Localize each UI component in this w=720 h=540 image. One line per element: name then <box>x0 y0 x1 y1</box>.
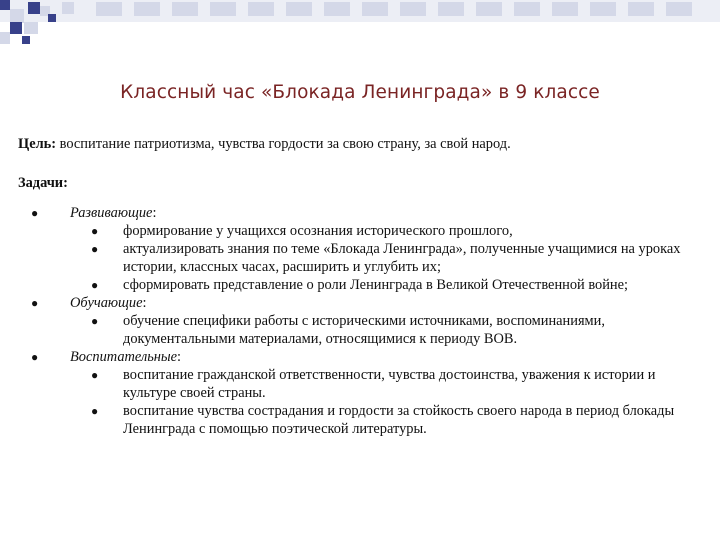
task-item <box>70 402 708 438</box>
task-group-teaching <box>18 294 708 348</box>
task-item-text: обучение специфики работы с историческими источниками, воспоминаниями, документальными материалами, относящимися к периоду ВОВ. <box>123 313 605 347</box>
task-group-educational <box>18 348 708 438</box>
task-items <box>70 312 708 348</box>
task-item <box>70 240 708 276</box>
task-items <box>70 366 708 438</box>
bullet-icon: ● <box>91 404 99 418</box>
task-group-colon: : <box>177 349 182 365</box>
task-item <box>70 312 708 348</box>
slide-title: Классный час «Блокада Ленинграда» в 9 классе <box>120 82 600 103</box>
task-group-name: Обучающие <box>70 295 143 311</box>
task-group-colon: : <box>152 205 157 221</box>
bullet-icon: ● <box>31 206 39 220</box>
slide-body <box>18 135 708 438</box>
tasks-heading: Задачи: <box>18 175 68 191</box>
task-item <box>70 276 708 294</box>
bullet-icon: ● <box>91 242 99 256</box>
task-item <box>70 222 708 240</box>
task-group-name: Развивающие <box>70 205 153 221</box>
task-item-text: актуализировать знания по теме «Блокада Ленинграда», полученные учащимися на уроках истории, классных часах, расширить и углубить их; <box>123 241 681 275</box>
bullet-icon: ● <box>31 296 39 310</box>
task-item-text: сформировать представление о роли Ленинграда в Великой Отечественной войне; <box>123 277 629 293</box>
decorative-header-squares <box>0 0 720 60</box>
bullet-icon: ● <box>91 278 99 292</box>
task-item-text: воспитание гражданской ответственности, чувства достоинства, уважения к истории и культуре своей страны. <box>123 367 656 401</box>
task-item-text: воспитание чувства сострадания и гордости за стойкость своего народа в период блокады Ленинграда с помощью поэтической литературы. <box>123 403 675 437</box>
goal-label: Цель: <box>18 136 57 152</box>
goal-text: воспитание патриотизма, чувства гордости за свою страну, за свой народ. <box>56 136 511 152</box>
task-group-developing <box>18 204 708 294</box>
bullet-icon: ● <box>91 314 99 328</box>
task-item <box>70 366 708 402</box>
bullet-icon: ● <box>91 368 99 382</box>
task-item-text: формирование у учащихся осознания исторического прошлого, <box>123 223 513 239</box>
goal-line <box>18 135 708 153</box>
task-items <box>70 222 708 294</box>
task-group-name: Воспитательные <box>70 349 178 365</box>
task-group-colon: : <box>142 295 147 311</box>
bullet-icon: ● <box>31 350 39 364</box>
bullet-icon: ● <box>91 224 99 238</box>
task-groups <box>18 204 708 438</box>
